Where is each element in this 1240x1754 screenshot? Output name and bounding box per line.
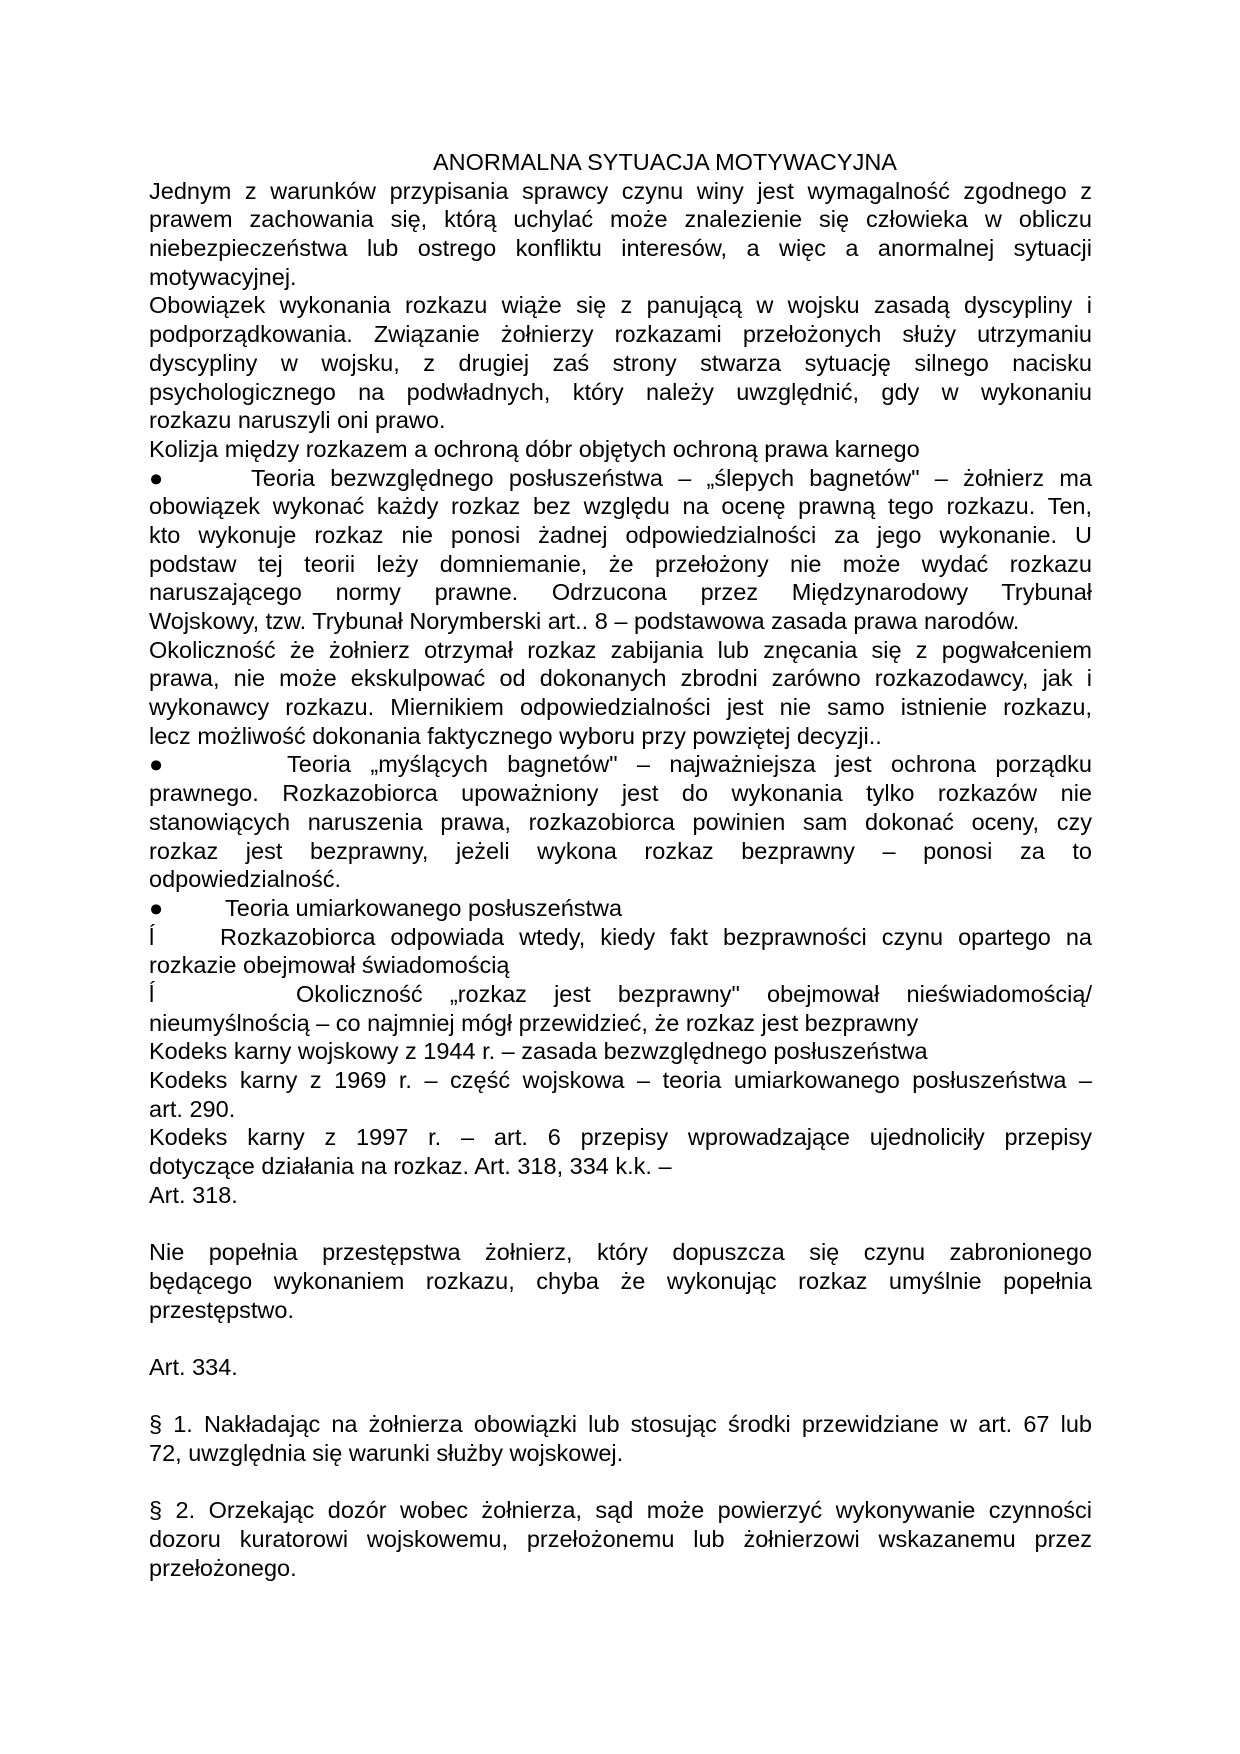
text-line	[149, 1525, 1092, 1554]
blank-line	[149, 1209, 1092, 1238]
text-line	[149, 550, 1092, 579]
text-line	[149, 1296, 1092, 1325]
line-text: odpowiedzialność.	[149, 866, 342, 893]
line-text: Obowiązek wykonania rozkazu wiąże się z panującą w wojsku zasadą dyscypliny i	[149, 292, 1092, 319]
blank-line	[149, 1324, 1092, 1353]
text-line	[149, 894, 1092, 923]
line-text: rozkazu naruszyli oni prawo.	[149, 407, 446, 434]
text-line	[149, 1238, 1092, 1267]
blank-line	[149, 1468, 1092, 1497]
text-line	[149, 291, 1092, 320]
line-text: Kolizja między rozkazem a ochroną dóbr objętych ochroną prawa karnego	[149, 435, 920, 462]
text-line	[149, 349, 1092, 378]
bullet-icon: ●	[149, 894, 164, 921]
line-text: Kodeks karny wojskowy z 1944 r. – zasada bezwzględnego posłuszeństwa	[149, 1038, 928, 1065]
symbol-bullet-icon: ĺ	[149, 980, 155, 1007]
text-line	[149, 865, 1092, 894]
line-text: obowiązek wykonać każdy rozkaz bez względu na ocenę prawną tego rozkazu. Ten,	[149, 493, 1092, 520]
line-text: podstaw tej teorii leży domniemanie, że przełożony nie może wydać rozkazu	[149, 550, 1092, 577]
line-text: Teoria „myślących bagnetów" – najważniejsza jest ochrona porządku	[287, 751, 1092, 778]
text-line	[149, 464, 1092, 493]
text-line	[149, 205, 1092, 234]
text-line	[149, 1554, 1092, 1583]
line-text: Wojskowy, tzw. Trybunał Norymberski art.. 8 – podstawowa zasada prawa narodów.	[149, 608, 1020, 634]
line-text: Art. 318.	[149, 1181, 238, 1208]
line-text: Teoria umiarkowanego posłuszeństwa	[225, 894, 623, 921]
line-text: Teoria bezwzględnego posłuszeństwa – „ślepych bagnetów" – żołnierz ma	[251, 464, 1092, 491]
text-line	[149, 234, 1092, 263]
text-line	[149, 1152, 1092, 1181]
line-text: 72, uwzględnia się warunki służby wojskowej.	[149, 1439, 624, 1466]
text-line	[149, 1123, 1092, 1152]
text-line	[149, 607, 1092, 636]
text-line	[149, 808, 1092, 837]
text-line	[149, 1496, 1092, 1525]
text-line	[149, 664, 1092, 693]
text-line	[149, 750, 1092, 779]
symbol-bullet-icon: ĺ	[149, 923, 155, 950]
text-line	[149, 722, 1092, 751]
text-line	[149, 1066, 1092, 1095]
line-text: rozkazie obejmował świadomością	[149, 952, 510, 979]
text-line	[149, 1095, 1092, 1124]
line-text: prawem zachowania się, którą uchylać może znalezienie się człowieka w obliczu	[149, 206, 1092, 233]
line-text: przestępstwo.	[149, 1296, 294, 1323]
line-text: prawa, nie może ekskulpować od dokonanych zbrodni zarówno rozkazodawcy, jak i	[149, 665, 1092, 692]
text-line	[149, 1267, 1092, 1296]
text-line	[149, 521, 1092, 550]
line-text: nieumyślnością – co najmniej mógł przewidzieć, że rozkaz jest bezprawny	[149, 1009, 919, 1036]
text-line	[149, 378, 1092, 407]
text-line	[149, 636, 1092, 665]
line-text: Art. 334.	[149, 1353, 238, 1380]
document-title-text: ANORMALNA SYTUACJA MOTYWACYJNA	[433, 149, 897, 175]
text-line	[149, 693, 1092, 722]
text-line	[149, 1009, 1092, 1038]
document-page	[149, 148, 1092, 1582]
text-line	[149, 177, 1092, 206]
text-line	[149, 492, 1092, 521]
text-line	[149, 779, 1092, 808]
text-line	[149, 1353, 1092, 1382]
text-line	[149, 263, 1092, 292]
line-text: lecz możliwość dokonania faktycznego wyboru przy powziętej decyzji..	[149, 722, 882, 749]
document-title	[149, 148, 1092, 177]
text-line	[149, 951, 1092, 980]
line-text: Kodeks karny z 1969 r. – część wojskowa – teoria umiarkowanego posłuszeństwa –	[149, 1067, 1092, 1093]
line-text: będącego wykonaniem rozkazu, chyba że wykonując rozkaz umyślnie popełnia	[149, 1267, 1092, 1294]
line-text: Okoliczność „rozkaz jest bezprawny" obejmował nieświadomością/	[296, 980, 1092, 1007]
text-line	[149, 1181, 1092, 1210]
line-text: dotyczące działania na rozkaz. Art. 318, 334 k.k. –	[149, 1153, 672, 1180]
line-text: naruszającego normy prawne. Odrzucona przez Międzynarodowy Trybunał	[149, 579, 1092, 606]
text-line	[149, 406, 1092, 435]
line-text: art. 290.	[149, 1095, 236, 1122]
line-text: niebezpieczeństwa lub ostrego konfliktu interesów, a więc a anormalnej sytuacji	[149, 235, 1092, 262]
line-text: stanowiących naruszenia prawa, rozkazobiorca powinien sam dokonać oceny, czy	[149, 808, 1092, 835]
line-text: Kodeks karny z 1997 r. – art. 6 przepisy wprowadzające ujednoliciły przepisy	[149, 1124, 1092, 1151]
line-text: Nie popełnia przestępstwa żołnierz, który dopuszcza się czynu zabronionego	[149, 1239, 1092, 1266]
text-line	[149, 837, 1092, 866]
text-line	[149, 1439, 1092, 1468]
line-text: rozkaz jest bezprawny, jeżeli wykona rozkaz bezprawny – ponosi za to	[149, 837, 1092, 864]
line-text: dyscypliny w wojsku, z drugiej zaś strony stwarza sytuację silnego nacisku	[149, 349, 1092, 376]
text-line	[149, 578, 1092, 607]
line-text: motywacyjnej.	[149, 263, 297, 290]
bullet-icon: ●	[149, 751, 164, 778]
line-text: Okoliczność że żołnierz otrzymał rozkaz zabijania lub znęcania się z pogwałceniem	[149, 636, 1092, 663]
text-line	[149, 435, 1092, 464]
text-line	[149, 1410, 1092, 1439]
line-text: dozoru kuratorowi wojskowemu, przełożonemu lub żołnierzowi wskazanemu przez	[149, 1526, 1092, 1552]
line-text: przełożonego.	[149, 1554, 297, 1581]
text-line	[149, 1037, 1092, 1066]
line-text: wykonawcy rozkazu. Miernikiem odpowiedzialności jest nie samo istnienie rozkazu,	[149, 694, 1092, 721]
line-text: Jednym z warunków przypisania sprawcy czynu winy jest wymagalność zgodnego z	[149, 177, 1092, 204]
text-line	[149, 320, 1092, 349]
blank-line	[149, 1382, 1092, 1411]
text-line	[149, 923, 1092, 952]
line-text: podporządkowania. Związanie żołnierzy rozkazami przełożonych służy utrzymaniu	[149, 321, 1092, 348]
line-text: kto wykonuje rozkaz nie ponosi żadnej odpowiedzialności za jego wykonanie. U	[149, 521, 1092, 548]
line-text: Rozkazobiorca odpowiada wtedy, kiedy fakt bezprawności czynu opartego na	[220, 923, 1092, 950]
bullet-icon: ●	[149, 464, 164, 491]
line-text: prawnego. Rozkazobiorca upoważniony jest do wykonania tylko rozkazów nie	[149, 780, 1092, 807]
line-text: § 2. Orzekając dozór wobec żołnierza, sąd może powierzyć wykonywanie czynności	[149, 1497, 1092, 1524]
line-text: § 1. Nakładając na żołnierza obowiązki lub stosując środki przewidziane w art. 67 lub	[149, 1411, 1092, 1438]
line-text: psychologicznego na podwładnych, który należy uwzględnić, gdy w wykonaniu	[149, 378, 1092, 405]
text-line	[149, 980, 1092, 1009]
